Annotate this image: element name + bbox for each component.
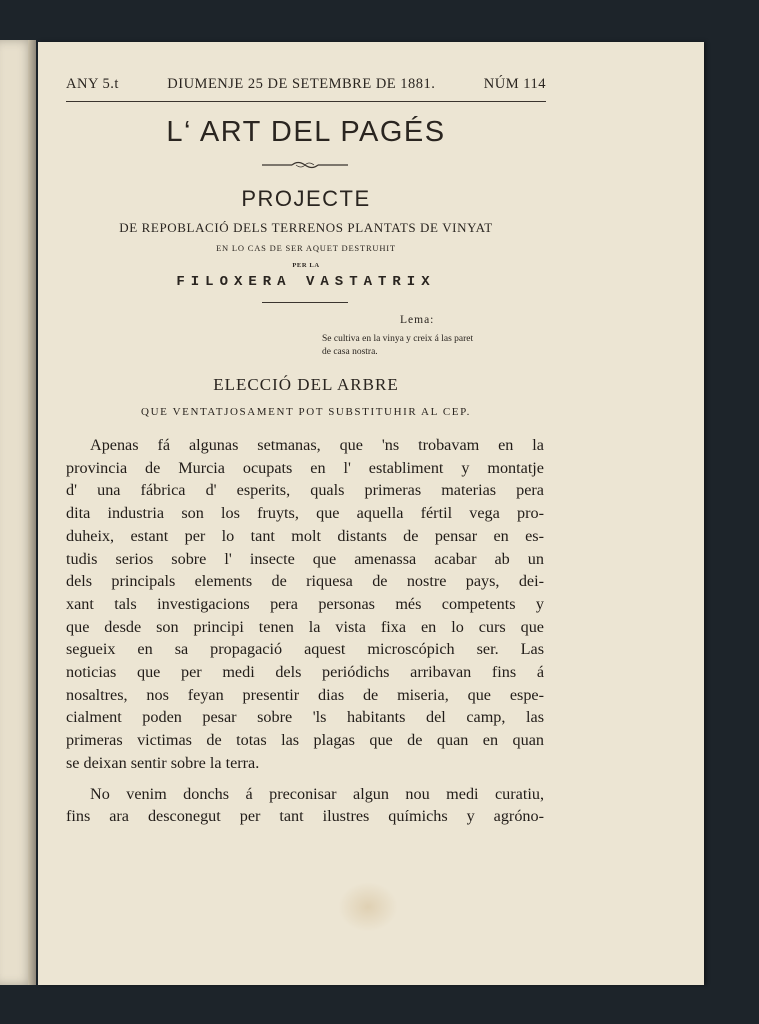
body-line: Apenas fá algunas setmanas, que 'ns trobavam en la <box>90 436 544 454</box>
body-line: duheix, estant per lo tant molt distants de pensar en es- <box>66 526 544 545</box>
body-line: dita industria son los fruyts, que aquella fértil vega pro- <box>66 504 544 523</box>
section-title: PROJECTE <box>241 186 371 211</box>
ornament-divider <box>262 160 348 170</box>
section-subtitle-2: EN LO CAS DE SER AQUET DESTRUHIT <box>216 243 396 253</box>
journal-title: L‘ ART DEL PAGÉS <box>166 116 446 148</box>
body-line: cialment poden pesar sobre 'ls habitants del camp, las <box>66 708 544 727</box>
body-line: No venim donchs á preconisar algun nou medi curatiu, <box>90 784 544 803</box>
lema-line-2: de casa nostra. <box>322 347 378 357</box>
body-line: nosaltres, nos feyan presentir dias de miseria, que espe- <box>66 685 544 704</box>
chapter-title: ELECCIÓ DEL ARBRE <box>213 375 399 394</box>
body-text <box>66 434 544 828</box>
page-header <box>66 76 546 93</box>
body-line: xant tals investigacions pera personas més competents y <box>66 594 544 613</box>
body-line: segueix en sa propagació aquest microscópich ser. Las <box>66 640 544 659</box>
body-line: provincia de Murcia ocupats en l' establiment y montatje <box>66 458 544 477</box>
body-line: dels principals elements de riquesa de nostre pays, dei- <box>66 572 544 591</box>
issue-year: ANY 5.t <box>66 76 119 92</box>
body-line: fins ara desconegut per tant ilustres químichs y agróno- <box>66 807 544 826</box>
issue-number: NÚM 114 <box>483 76 546 92</box>
lema-label: Lema: <box>400 314 435 326</box>
section-subtitle-filoxera: FILOXERA VASTATRIX <box>176 274 436 290</box>
body-line: se deixan sentir sobre la terra. <box>66 753 260 772</box>
body-line: que desde son principi tenen la vista fixa en lo curs que <box>66 617 544 636</box>
section-subtitle: DE REPOBLACIÓ DELS TERRENOS PLANTATS DE VINYAT <box>119 220 493 235</box>
header-rule <box>66 101 546 102</box>
paper-stain <box>338 882 398 932</box>
section-rule <box>262 302 348 303</box>
body-line: tudis serios sobre l' insecte que amenassa acabar ab un <box>66 549 544 568</box>
chapter-subtitle: QUE VENTATJOSAMENT POT SUBSTITUHIR AL CEP. <box>141 406 471 418</box>
body-line: primeras victimas de totas las plagas que de quan en quan <box>66 731 544 750</box>
lema-text <box>322 333 552 359</box>
issue-date: DIUMENJE 25 DE SETEMBRE DE 1881. <box>167 76 436 92</box>
body-line: d' una fábrica d' esperits, quals primeras materias pera <box>66 481 544 500</box>
book-gutter <box>28 40 36 985</box>
section-subtitle-3: PER LA <box>292 262 320 269</box>
body-line: noticias que per medi dels periódichs arribavan fins á <box>66 663 544 682</box>
lema-line-1: Se cultiva en la vinya y creix á las paret <box>322 334 474 344</box>
